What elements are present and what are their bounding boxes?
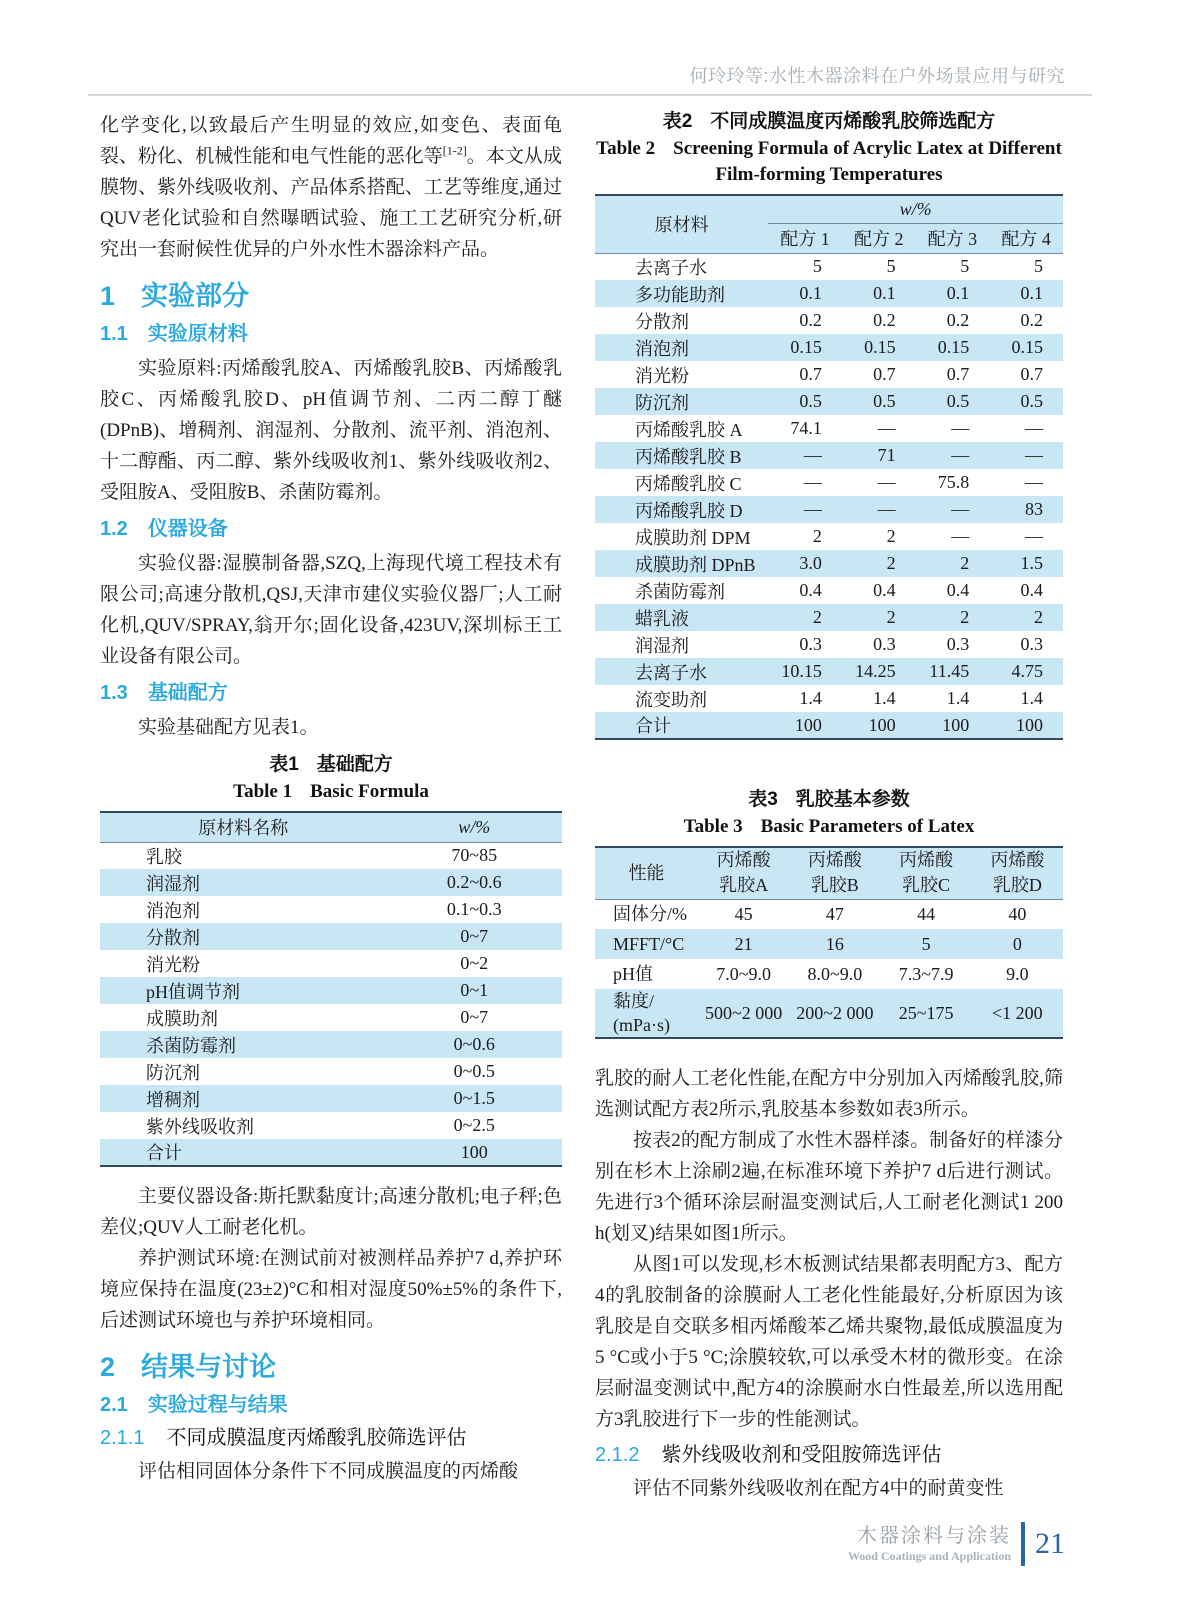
cell-value: 4.75 (1011, 661, 1043, 681)
footer-divider-bar (1021, 1522, 1025, 1566)
table3-caption-en: Basic Parameters of Latex (760, 816, 975, 837)
journal-name-zh: 木器涂料与涂装 (857, 1525, 1011, 1547)
cell-label: 润湿剂 (146, 873, 200, 894)
cell-value: 0.7 (799, 364, 822, 384)
cell-label: 丙烯酸乳胶 A (635, 419, 743, 440)
cell-value: 0.1 (873, 283, 896, 303)
cell-label: 丙烯酸乳胶 B (635, 446, 742, 467)
cell-value: 0.2 (1020, 310, 1043, 330)
cell-label: 杀菌防霉剂 (146, 1035, 236, 1056)
cell-value: 0.5 (946, 391, 970, 411)
cell-value: — (1025, 445, 1043, 465)
preparation-paragraph: 按表2的配方制成了水性木器样漆。制备好的样漆分别在杉木上涂刷2遍,在标准环境下养护7 d后进行测试。先进行3个循环涂层耐温变测试后,人工耐老化测试1 200 h(划叉)结果如图1所示。 (595, 1130, 1063, 1244)
table2-header (595, 195, 1063, 253)
cell-value: 0~1 (460, 980, 489, 1000)
table-row (595, 280, 1063, 307)
cell-value: 1.5 (1020, 553, 1043, 573)
cell-value: 75.8 (937, 472, 970, 492)
cell-label: 乳胶 (146, 846, 182, 867)
cell-value: 0.3 (1020, 634, 1043, 654)
cell-value: 47 (825, 903, 844, 924)
column-header: 丙烯酸 乳胶B (789, 847, 880, 899)
table3-caption-zh: 乳胶基本参数 (795, 789, 910, 810)
journal-name-en: Wood Coatings and Application (847, 1549, 1011, 1563)
section-2-1-2-heading (595, 1441, 1063, 1469)
page-number: 21 (1035, 1527, 1065, 1560)
column-header: 原材料 (595, 195, 768, 253)
cell-label: MFFT/°C (613, 934, 685, 954)
cell-value: 0.15 (1011, 337, 1043, 357)
cell-value: 0.1 (799, 283, 822, 303)
table-row (595, 604, 1063, 631)
cell-label: 成膜助剂 (146, 1008, 218, 1029)
cell-label: 润湿剂 (635, 635, 689, 656)
cell-value: — (951, 445, 970, 465)
table-row (595, 658, 1063, 685)
cell-value: — (877, 418, 896, 438)
evaluate-paragraph: 评估相同固体分条件下不同成膜温度的丙烯酸 (138, 1461, 519, 1482)
table2-body (595, 253, 1063, 739)
cell-value: 0.5 (873, 391, 896, 411)
cell-value: 5 (960, 256, 970, 277)
cell-label: 去离子水 (635, 662, 707, 683)
table1-label-zh: 表1 (269, 754, 299, 775)
cell-label: 蜡乳液 (635, 608, 689, 629)
cell-value: 7.3~7.9 (898, 963, 954, 984)
column-header: 丙烯酸 乳胶D (972, 847, 1063, 899)
cell-value: 0 (1012, 933, 1022, 954)
table-row (100, 950, 562, 977)
table-row (595, 712, 1063, 739)
cell-value: 0.1 (1020, 283, 1043, 303)
cell-value: 0~1.5 (453, 1088, 495, 1108)
table1-title-en (100, 779, 562, 805)
table-row (100, 896, 562, 923)
table1-body (100, 842, 562, 1166)
cell-value: 5 (812, 256, 822, 277)
cell-value: 0.4 (799, 580, 822, 600)
section-1-3-heading (100, 680, 562, 706)
table3-title-en (595, 814, 1063, 840)
table-row (595, 550, 1063, 577)
cell-value: 0.5 (1020, 391, 1043, 411)
cell-value: 0.4 (1020, 580, 1043, 600)
table-row (100, 1031, 562, 1058)
cell-value: 0.3 (873, 634, 896, 654)
section-number: 1 (100, 281, 116, 311)
section-title: 不同成膜温度丙烯酸乳胶筛选评估 (166, 1427, 467, 1449)
header-rule (88, 94, 1092, 96)
cell-value: — (803, 445, 822, 465)
table3-body (595, 899, 1063, 1038)
table1-block (100, 751, 562, 1167)
intro-text-before-ref: 化学变化,以致最后产生明显的效应,如变色、表面龟裂、粉化、机械性能和电气性能的恶化等 (100, 115, 562, 167)
group-header: w/% (768, 195, 1063, 223)
cell-value: 1.4 (1020, 688, 1043, 708)
left-column (100, 110, 562, 1487)
cell-value: — (877, 472, 896, 492)
table-row (595, 959, 1063, 989)
cell-value: 83 (1025, 499, 1043, 519)
cell-label: 合计 (146, 1143, 182, 1163)
cell-value: 0.1~0.3 (446, 899, 502, 919)
table2-title-en (595, 136, 1063, 162)
cell-value: 500~2 000 (704, 1002, 783, 1023)
cell-label: 流变助剂 (635, 689, 707, 710)
table1 (100, 811, 562, 1167)
table3-label-zh: 表3 (748, 789, 778, 810)
section-title: 实验部分 (141, 281, 250, 311)
table-row (595, 388, 1063, 415)
table3-block (595, 786, 1063, 1039)
cell-label: pH值 (613, 964, 653, 984)
cell-label: 消泡剂 (635, 338, 689, 359)
aging-paragraph: 乳胶的耐人工老化性能,在配方中分别加入丙烯酸乳胶,筛选测试配方表2所示,乳胶基本参数如表3所示。 (595, 1068, 1063, 1120)
cell-value: — (1025, 526, 1043, 546)
cell-value: 0.1 (946, 283, 970, 303)
section-2-1-1-heading (100, 1424, 562, 1452)
cell-value: — (803, 499, 822, 519)
cell-value: 100 (942, 714, 970, 735)
figure1-discussion-paragraph: 从图1可以发现,杉木板测试结果都表明配方3、配方4的乳胶制备的涂膜耐人工老化性能最好,分析原因为该乳胶是自交联多相丙烯酸苯乙烯共聚物,最低成膜温度为5 °C或小于5 °C;涂膜较软,可以承受木材的微形变。在涂层耐温变测试中,配方4的涂膜耐水白性最差,所以选用配方3乳胶进行下一步的性能测试。 (595, 1254, 1063, 1430)
cell-value: 0.3 (799, 634, 822, 654)
cell-value: 0.2 (873, 310, 896, 330)
cell-value: 100 (794, 714, 822, 735)
cell-label: 增稠剂 (146, 1089, 200, 1110)
cell-label: 固体分/% (613, 904, 687, 925)
cell-value: 0.4 (946, 580, 970, 600)
section-1-1-heading (100, 321, 562, 347)
column-header: 性能 (595, 847, 698, 899)
table-row (595, 631, 1063, 658)
column-header: 丙烯酸 乳胶A (698, 847, 789, 899)
cell-label: 紫外线吸收剂 (146, 1116, 254, 1137)
table-row (100, 869, 562, 896)
cell-label: 成膜助剂 DPnB (635, 554, 756, 575)
see-table1-paragraph: 实验基础配方见表1。 (138, 717, 319, 738)
cell-value: 44 (917, 903, 936, 924)
table2 (595, 194, 1063, 740)
table2-block (595, 108, 1063, 740)
cell-value: 0.15 (864, 337, 896, 357)
cell-label: 合计 (635, 716, 671, 736)
cell-value: — (951, 499, 970, 519)
intro-text-after-ref: 。本文从成膜物、紫外线吸收剂、产品体系搭配、工艺等维度,通过QUV老化试验和自然曝晒试验、施工工艺研究分析,研究出一套耐候性优异的户外水性木器涂料产品。 (100, 146, 562, 260)
cell-value: 2 (812, 526, 822, 546)
cell-value: 14.25 (855, 661, 896, 681)
cell-label: pH值调节剂 (146, 981, 240, 1002)
section-number: 2.1.2 (595, 1444, 640, 1466)
section-number: 2.1.1 (100, 1427, 145, 1449)
section-number: 1.3 (100, 682, 128, 704)
table-row (100, 1139, 562, 1166)
cell-value: 100 (868, 714, 896, 735)
cell-value: — (951, 418, 970, 438)
table2-caption-zh: 不同成膜温度丙烯酸乳胶筛选配方 (710, 111, 996, 132)
section-number: 2.1 (100, 1394, 128, 1416)
cell-value: 2 (886, 553, 896, 573)
table-row (595, 361, 1063, 388)
table-row (595, 307, 1063, 334)
cell-value: 0.7 (873, 364, 896, 384)
table-row (595, 253, 1063, 280)
table-row (100, 977, 562, 1004)
cell-label: 防沉剂 (146, 1062, 200, 1083)
table2-label-zh: 表2 (662, 111, 693, 132)
cell-value: 100 (460, 1141, 488, 1162)
column-header: w/% (386, 812, 562, 842)
citation-ref: [1-2] (442, 143, 467, 158)
section-number: 1.2 (100, 518, 128, 540)
cell-value: 70~85 (451, 845, 498, 866)
cell-value: 1.4 (799, 688, 822, 708)
table1-header (100, 812, 562, 842)
cell-value: 1.4 (946, 688, 970, 708)
cell-label: 多功能助剂 (635, 284, 725, 305)
cell-value: — (951, 526, 970, 546)
cell-value: 3.0 (799, 553, 822, 573)
cell-value: 9.0 (1006, 963, 1029, 984)
cell-label: 防沉剂 (635, 392, 689, 413)
cell-label: 消光粉 (635, 365, 689, 386)
cell-value: 0~7 (460, 926, 489, 946)
section-title: 结果与讨论 (141, 1352, 277, 1382)
section-title: 实验过程与结果 (147, 1394, 288, 1416)
table-row (100, 842, 562, 869)
cell-value: — (877, 499, 896, 519)
cell-value: 0.7 (1020, 364, 1043, 384)
cell-label: 黏度/ (mPa·s) (613, 991, 670, 1035)
cell-value: 7.0~9.0 (716, 963, 771, 984)
cell-value: 10.15 (781, 661, 822, 681)
column-header: 配方 2 (842, 223, 916, 253)
cell-value: 0.15 (790, 337, 822, 357)
table-row (100, 1085, 562, 1112)
main-equipment-paragraph: 主要仪器设备:斯托默黏度计;高速分散机;电子秤;色差仪;QUV人工耐老化机。 (100, 1186, 562, 1238)
section-title: 实验原材料 (147, 323, 248, 345)
cell-value: 21 (734, 933, 753, 954)
section-1-heading (100, 279, 562, 313)
cell-value: 0.5 (799, 391, 822, 411)
cell-value: 40 (1008, 903, 1027, 924)
table1-label-en: Table 1 (233, 781, 293, 802)
column-header: 原材料名称 (100, 812, 386, 842)
table-row (100, 1058, 562, 1085)
table-row (595, 496, 1063, 523)
section-title: 仪器设备 (147, 518, 228, 540)
instruments-paragraph: 实验仪器:湿膜制备器,SZQ,上海现代境工程技术有限公司;高速分散机,QSJ,天津市建仪实验仪器厂;人工耐化机,QUV/SPRAY,翁开尔;固化设备,423UV,深圳标王工业设备有限公司。 (100, 553, 562, 667)
table1-caption-zh: 基础配方 (316, 754, 393, 775)
column-header: 丙烯酸 乳胶C (880, 847, 971, 899)
footer (848, 1522, 1065, 1566)
cell-value: 11.45 (929, 661, 970, 681)
cell-value: 0.3 (946, 634, 970, 654)
table-row (595, 334, 1063, 361)
cell-value: 0.2~0.6 (446, 872, 502, 892)
table3-header (595, 847, 1063, 899)
table-row (595, 523, 1063, 550)
table2-title-en-line2: Film-forming Temperatures (715, 164, 943, 185)
cell-value: 2 (960, 607, 970, 627)
table2-title-zh (595, 108, 1063, 136)
section-title: 紫外线吸收剂和受阻胺筛选评估 (661, 1444, 942, 1466)
materials-paragraph: 实验原料:丙烯酸乳胶A、丙烯酸乳胶B、丙烯酸乳胶C、丙烯酸乳胶D、pH值调节剂、二丙二醇丁醚(DPnB)、增稠剂、润湿剂、分散剂、流平剂、消泡剂、十二醇酯、丙二醇、紫外线吸收剂1、紫外线吸收剂2、受阻胺A、受阻胺B、杀菌防霉剂。 (100, 358, 562, 503)
running-head (690, 62, 1066, 88)
journal-name-block (848, 1524, 1011, 1564)
cell-value: <1 200 (992, 1002, 1043, 1023)
cell-label: 丙烯酸乳胶 C (635, 473, 742, 494)
table2-caption-en-line1: Screening Formula of Acrylic Latex at Different (673, 138, 1062, 159)
cell-value: 0.2 (799, 310, 822, 330)
cell-value: 0~2 (460, 953, 489, 973)
table-row (595, 415, 1063, 442)
table3 (595, 846, 1063, 1039)
section-number: 1.1 (100, 323, 128, 345)
curing-environment-paragraph: 养护测试环境:在测试前对被测样品养护7 d,养护环境应保持在温度(23±2)°C和相对湿度50%±5%的条件下,后述测试环境也与养护环境相同。 (100, 1248, 562, 1331)
section-1-2-heading (100, 516, 562, 542)
cell-value: 2 (886, 607, 896, 627)
column-header: 配方 1 (768, 223, 842, 253)
cell-label: 成膜助剂 DPM (635, 527, 751, 548)
cell-value: 71 (877, 445, 896, 465)
cell-value: 2 (1034, 607, 1043, 627)
table3-label-en: Table 3 (683, 816, 743, 837)
column-header: 配方 4 (989, 223, 1063, 253)
cell-value: 45 (734, 903, 753, 924)
section-2-1-heading (100, 1392, 562, 1418)
table-row (595, 899, 1063, 929)
cell-value: — (803, 472, 822, 492)
cell-value: 0~2.5 (453, 1115, 495, 1135)
cell-value: 100 (1016, 714, 1043, 735)
column-header: 配方 3 (916, 223, 990, 253)
running-title: 何玲玲等:水性木器涂料在户外场景应用与研究 (689, 66, 1065, 86)
cell-value: 5 (1034, 256, 1043, 277)
cell-label: 分散剂 (635, 311, 689, 332)
cell-label: 去离子水 (635, 257, 707, 278)
cell-value: 200~2 000 (796, 1002, 874, 1023)
table2-label-en: Table 2 (596, 138, 656, 159)
cell-value: 0.7 (946, 364, 970, 384)
cell-value: 0.4 (873, 580, 896, 600)
table1-caption-en: Basic Formula (310, 781, 429, 802)
table-row (595, 685, 1063, 712)
cell-value: 1.4 (873, 688, 896, 708)
cell-label: 消光粉 (146, 954, 200, 975)
table-row (595, 989, 1063, 1038)
cell-value: — (1025, 472, 1043, 492)
cell-label: 杀菌防霉剂 (635, 581, 725, 602)
table-row (595, 469, 1063, 496)
table1-title-zh (100, 751, 562, 779)
table-row (595, 577, 1063, 604)
cell-value: 0~0.6 (453, 1034, 495, 1054)
cell-label: 消泡剂 (146, 900, 200, 921)
section-number: 2 (100, 1352, 116, 1382)
cell-value: 2 (960, 553, 970, 573)
cell-value: 0.2 (946, 310, 970, 330)
table-row (100, 1004, 562, 1031)
cell-value: 25~175 (898, 1002, 954, 1023)
table-row (595, 929, 1063, 959)
cell-label: 分散剂 (146, 927, 200, 948)
cell-value: 74.1 (790, 418, 822, 438)
cell-value: 5 (886, 256, 896, 277)
intro-paragraph (100, 110, 562, 265)
section-title: 基础配方 (147, 682, 228, 704)
table3-title-zh (595, 786, 1063, 814)
cell-value: 0~7 (460, 1007, 489, 1027)
cell-value: 0.15 (937, 337, 970, 357)
table-row (100, 923, 562, 950)
cell-label: 丙烯酸乳胶 D (635, 500, 743, 521)
table-row (595, 442, 1063, 469)
cell-value: 0~0.5 (453, 1061, 495, 1081)
cell-value: 8.0~9.0 (807, 963, 863, 984)
right-column (595, 108, 1063, 1504)
cell-value: — (1025, 418, 1043, 438)
section-2-heading (100, 1350, 562, 1384)
cell-value: 5 (921, 933, 931, 954)
uv-evaluation-paragraph: 评估不同紫外线吸收剂在配方4中的耐黄变性 (633, 1478, 1004, 1499)
cell-value: 16 (825, 933, 844, 954)
table-row (100, 1112, 562, 1139)
cell-value: 2 (886, 526, 896, 546)
cell-value: 2 (812, 607, 822, 627)
